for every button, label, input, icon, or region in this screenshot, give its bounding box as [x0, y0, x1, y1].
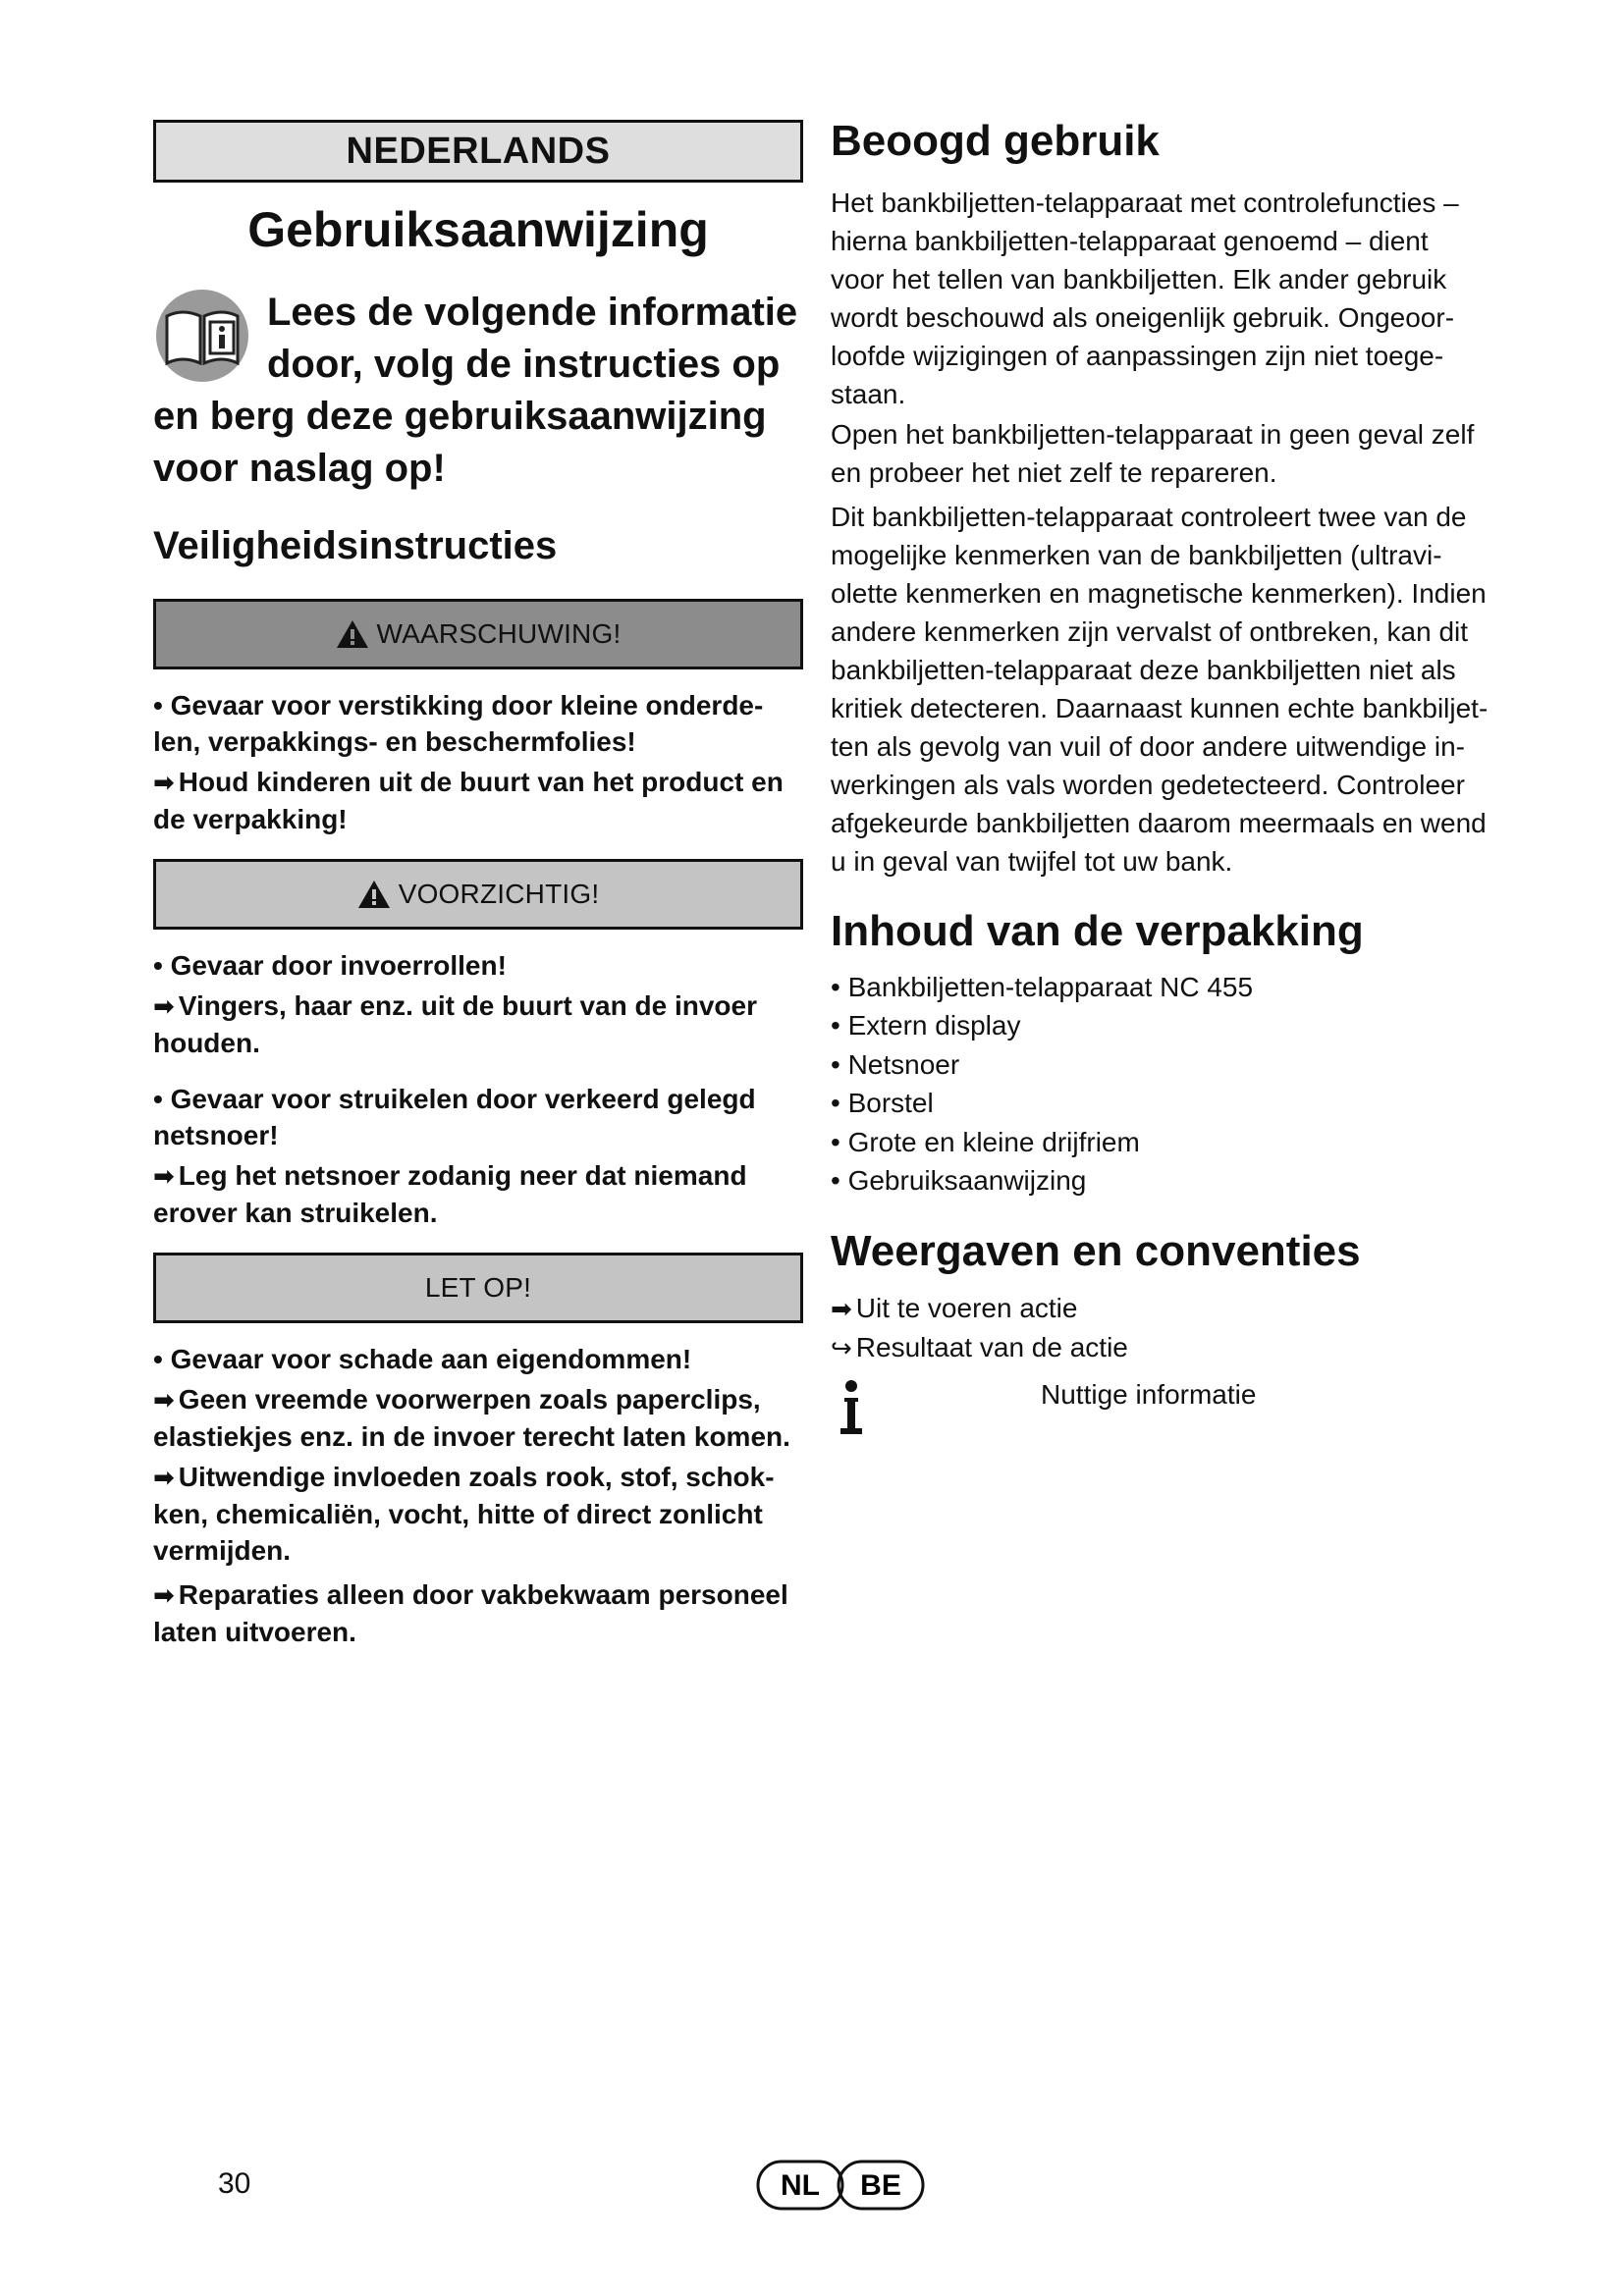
- convention-action: ➡ Uit te voeren actie: [831, 1293, 1078, 1324]
- right-column: [831, 116, 1489, 1444]
- left-column: [153, 120, 803, 1650]
- caution-label: VOORZICHTIG!: [398, 879, 600, 909]
- action-line: ➡ Uitwendige invloeden zoals rook, stof, schok-ken, chemicaliën, vocht, hitte of direct zonlicht vermijden.: [153, 1462, 775, 1566]
- hazard-bullet: • Gevaar voor verstikking door kleine onderde-len, verpakkings- en beschermfolies!: [153, 690, 764, 757]
- action-arrow-icon: ➡: [153, 1463, 175, 1492]
- action-line: ➡ Vingers, haar enz. uit de buurt van de invoer houden.: [153, 990, 757, 1058]
- action-line: ➡ Leg het netsnoer zodanig neer dat niemand erover kan struikelen.: [153, 1160, 747, 1228]
- info-icon: [837, 1379, 866, 1436]
- hazard-bullet: • Gevaar door invoerrollen!: [153, 950, 507, 981]
- convention-result: ↪ Resultaat van de actie: [831, 1332, 1128, 1363]
- intended-use-paragraph: Open het bankbiljetten-telapparaat in geen geval zelf en probeer het niet zelf te repareren.: [831, 418, 1475, 488]
- action-arrow-icon: ➡: [153, 768, 175, 797]
- language-banner: [153, 120, 803, 183]
- caution-content: [153, 947, 803, 1231]
- safety-heading: Veiligheidsinstructies: [153, 524, 558, 567]
- list-item: • Borstel: [831, 1088, 934, 1119]
- page-title: Gebruiksaanwijzing: [247, 202, 709, 257]
- action-arrow-icon: ➡: [153, 1385, 175, 1415]
- intended-use-paragraph: Het bankbiljetten-telapparaat met controlefuncties – hierna bankbiljetten-telapparaat genoemd – dient voor het tellen van bankbiljetten. Elk ander gebruik wordt beschouwd als oneigenlijk gebruik. Ongeoor-loofde wijzigingen of aanpassingen zijn niet toege-staan.: [831, 187, 1459, 409]
- notice-banner: [153, 1253, 803, 1323]
- package-list: [831, 968, 1489, 1201]
- warning-triangle-icon: [357, 880, 391, 909]
- list-item: • Gebruiksaanwijzing: [831, 1165, 1087, 1197]
- info-text: Nuttige informatie: [1041, 1379, 1257, 1411]
- conventions-heading: Weergaven en conventies: [831, 1226, 1361, 1275]
- package-heading: Inhoud van de verpakking: [831, 906, 1364, 955]
- list-item: • Extern display: [831, 1010, 1021, 1041]
- language-label: NEDERLANDS: [346, 130, 611, 172]
- page-number: 30: [218, 2167, 251, 2200]
- result-arrow-icon: ↪: [831, 1333, 852, 1363]
- hazard-bullet: • Gevaar voor schade aan eigendommen!: [153, 1344, 692, 1374]
- action-line: ➡ Reparaties alleen door vakbekwaam personeel laten uitvoeren.: [153, 1579, 788, 1647]
- warning-content: [153, 687, 803, 837]
- intended-use-paragraph: Dit bankbiljetten-telapparaat controleert twee van de mogelijke kenmerken van de bankbiljetten (ultravi-olette kenmerken en magnetische kenmerken). Indien andere kenmerken zijn vervalst of ontbreken, kan dit bankbiljetten-telapparaat deze bankbiljetten niet als kritiek detecteren. Daarnaast kunnen echte bankbiljet-ten als gevolg van vuil of door andere uitwendige in-werkingen als vals worden gedetecteerd. Controleer afgekeurde bankbiljetten daarom meermaals en wend u in geval van twijfel tot uw bank.: [831, 501, 1489, 877]
- locale-badges: [756, 2160, 925, 2211]
- action-arrow-icon: ➡: [831, 1294, 852, 1324]
- list-item: • Bankbiljetten-telapparaat NC 455: [831, 971, 1254, 1002]
- locale-nl: NL: [781, 2169, 820, 2202]
- notice-content: [153, 1341, 803, 1650]
- list-item: • Netsnoer: [831, 1048, 960, 1080]
- intro-text: Lees de volgende informatie door, volg de instructies op en berg deze gebruiksaanwijzing voor naslag op!: [153, 291, 798, 490]
- notice-label: LET OP!: [424, 1272, 532, 1303]
- intended-use-heading: Beoogd gebruik: [831, 117, 1160, 165]
- intro-notice: [153, 287, 803, 495]
- action-line: ➡ Houd kinderen uit de buurt van het product en de verpakking!: [153, 767, 784, 834]
- read-manual-icon: [153, 287, 255, 385]
- convention-info: [831, 1375, 1489, 1444]
- list-item: • Grote en kleine drijfriem: [831, 1126, 1140, 1157]
- caution-banner: [153, 859, 803, 930]
- hazard-bullet: • Gevaar voor struikelen door verkeerd gelegd netsnoer!: [153, 1084, 756, 1150]
- action-line: ➡ Geen vreemde voorwerpen zoals paperclips, elastiekjes enz. in de invoer terecht laten komen.: [153, 1384, 790, 1452]
- action-arrow-icon: ➡: [153, 1580, 175, 1610]
- warning-banner: [153, 599, 803, 669]
- locale-be: BE: [860, 2169, 901, 2202]
- warning-label: WAARSCHUWING!: [376, 618, 622, 649]
- action-arrow-icon: ➡: [153, 1161, 175, 1191]
- warning-triangle-icon: [336, 619, 369, 649]
- action-arrow-icon: ➡: [153, 991, 175, 1021]
